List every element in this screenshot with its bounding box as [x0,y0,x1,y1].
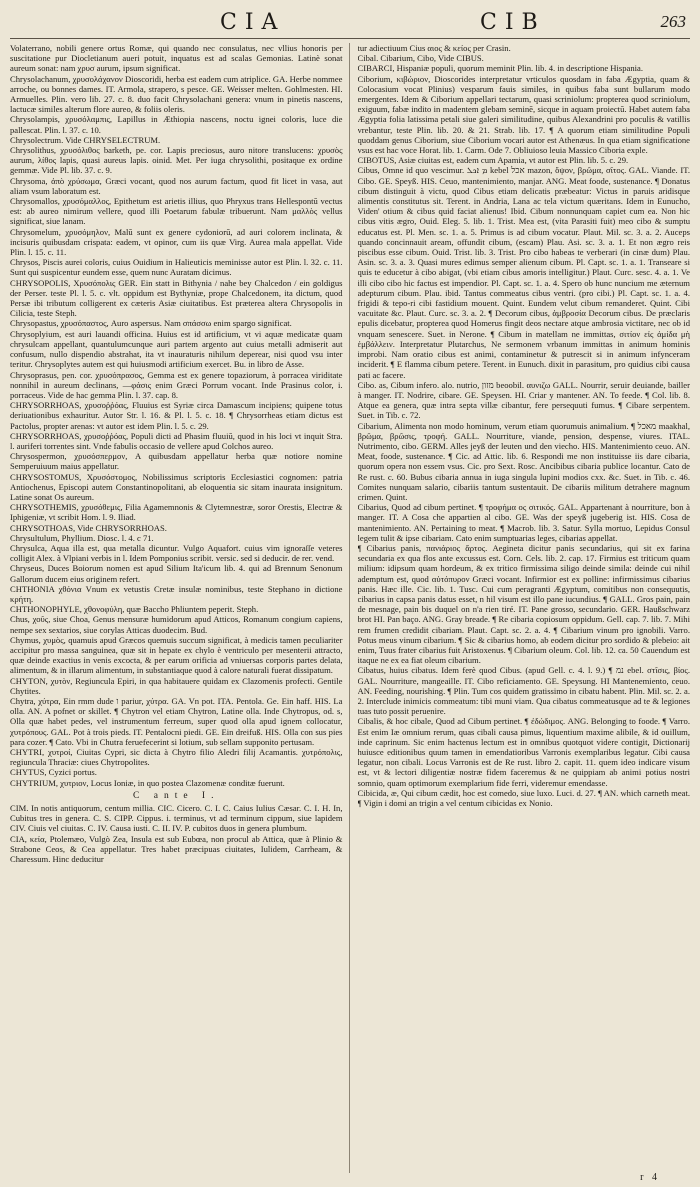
entry: Chrysolectrum. Vide CHRYSELECTRUM. [10,134,161,145]
entry: Chrysomelum, χρυσόμηλον, Malū sunt ex genere cydoniorū, ad auri colorem inclinata, & incisuris quibusdam crispata: eadem, vt opinor, cum iis quæ Virg. Aurea mala appellat. Vide Plin. l. 15. c. 11. [10,226,343,258]
entry: CHTHONOPHYLE, χθονοφύλη, quæ Baccho Phliuntem peperit. Steph. [10,604,259,615]
entry: Chymus, χυμὸς, quamuis apud Græcos quemuis succum significat, à medicis tamen peculiariter accipitur pro massa sanguinea, quæ sit in hepate ex chylo è ventriculo per mesenterii attracto, quæ deinde exactius in venis excocta, & per earum orificia ad vniuersas corporis partes delata, alimentum, & in illarum alimentum, in substantiaque quod à calore naturali fuerat dissipatum. [10,634,343,676]
entry: Cibicida, æ, Qui cibum cædit, hoc est comedo, siue luxo. Luci. d. 27. ¶ AN. which carneth meat. ¶ Vigin i domi an trigin a vel centum cibicidas ex Nonio. [357,787,690,809]
entry: Chrysoma, ἀπὸ χρύσωμα, Græci vocant, quod nos aurum factum, quod fit licet in vasa, aut aliam vsum laboratum est. [10,175,343,196]
entry: CHYTUS, Cyzici portus. [10,767,97,778]
entry: Cibarium, Alimenta non modo hominum, verum etiam quorumuis animalium. ¶ מאכל maakhal, βρῶμα, βρῶσις, τροφή. GALL. Nourriture, viande, pension, despense, viures. ITAL. Nutrimento, cibo. GERM. Alles jeyß der leuten und den viecho. HIS. Mantenimiento ceuo. AN. Meat, foode, sustenance. ¶ Cic. ad Attic. lib. 6. Respondi me non instituisse iis dare cibaria, quorum opera non essem vsus. Cic. pro Sext. Rosc. Ancibibus cibaria publice locantur. Cato de Re rust. c. 60. Bubus cibaria annua in iuga singula lupini modios cxx. &c. Suet. in Tib. c. 46. Comites nunquam salario, cibariis tantum sustentauit. De cibariis militum detrahere magnum crimen. Quint. [357,420,690,502]
entry: Chrysolampis, χρυσόλαμπις, Lapillus in Æthiopia nascens, noctu ignei coloris, luce die pallescat. Plin. l. 37. c. 10. [10,114,343,135]
entry: Chryseus, Duces Boiorum nomen est apud Silium Ita'icum lib. 4. qui ad Brennum Senonum Gallorum ducem eius originem refert. [10,563,343,584]
entry: tur adiectiuum Cius αιος & κείος per Crasin. [357,43,511,53]
entry: Chrysolithus, χρυσόλιθος barketh, pe. cor. Lapis preciosus, auro nitore translucens: χρυσὸς aurum, λίθος lapis, quasi aureus lapis. oinid. Met. Per iuga chrysolithi, positaque ex ordine gemmæ. Vide Pl. lib. 37. c. 9. [10,145,343,176]
entry: Cibatus, huius cibatus. Idem ferè quod Cibus. (apud Gell. c. 4. l. 9.) ¶ נמ ebel. στῖσις, βίος. GAL. Nourriture, mangeaille. IT. Cibo reficiamento. GE. Speysung. HI Mantenemiento, ceuo. AN. Feeding, nourishing. ¶ Plin. Tum cos quidem gratissimo in cibatu habent. Plin. Mil. sc. 2. a. 2. Interclude inimicis commeatum: tibi muni viam. Qua cibatus commeatusque ad te & legiones tuas tuto possit peruenire. [357,665,690,717]
entry: Chrysolachanum, χρυσολάχανον Dioscoridi, herba est eadem cum atriplice. GA. Herbe nommee arroche, ou bonnes dames. IT. Armola, strapero, s pesce. GE. Weisser melten. Gohlmesten. HI. Armuelles. Plin. vero lib. 27. c. 8. duo facit Chrysolachani genera: vnum in pinetis nascens, lactucæ similes alterum flore aureo, & foliis oleris. [10,73,343,115]
entry: Chytra, χύτρα, Ein rmm dude ו pariur, χύτρα. GA. Vn pot. ITA. Pentola. Ge. Ein haff. HIS. La olla. AN. A pofnet or skillet. ¶ Chytron vel etiam Chytron, Latine olla. Inde Chytropus, od. s, Olla quæ habet pedes, vel instrumentum ferreum, super quod olla apud ignem collocatur, χυτρόπους. GAL. Pot à trois pieds. IT. Pentalocni piedi. GE. Ein dreifuß. HIS. Olla con sus pies para cozer. ¶ Cato. Vbi in Chutra feruefecerint si lotium, sub sellam supponito pertusam. [10,696,343,747]
entry: Chrysoprasus, pen. cor. χρυσόπρασος, Gemma est ex genere topaziorum, à porracea viriditate nonnihil in aureum declinans, —φάσις enim Græci Porrum vocant. Inde Prasinus color, i. porraceus. Vide de hac gemma Plin. l. 37. cap. 8. [10,369,343,400]
entry: CIBARCI, Hispaniæ populi, quorum meminit Plin. lib. 4. in descriptione Hispania. [357,63,643,74]
entry: Chrysopastus, χρυσόπαστος, Auro aspersus. Nam σπάσσω enim spargo significat. [10,318,292,329]
entry: CIBOTUS, Asiæ ciuitas est, eadem cum Apamia, vt autor est Plin. lib. 5. c. 29. [357,155,629,166]
running-head-right: CIB [480,10,546,35]
entry: CHRYSOPOLIS, Χρυσόπολις GER. Ein statt in Bithynia / nahe bey Chalcedon / ein goldigus der Perser. teste Pl. l. 5. c. vlt. oppidum est Bythyniæ, prope Chalcedonem, ita dictum, quod Persæ ibi tributum colligerent ex cæteris Asiæ ciuitatibus. Est præterea altera Chrysopolis in Cilicia, teste Steph. [10,277,343,319]
entry: Chus, χοῦς, siue Choa, Genus mensuræ humidorum apud Atticos, Romanum congium capiens, nempe sex sextarios, siue corylas Atticas duodecim. Bud. [10,614,343,635]
entry: Chrysospermon, χρυσόσπερμον, A quibusdam appellatur herba quæ notiore nomine Semperuiuum maius appellatur. [10,451,343,472]
entry: CHRYSOTHEMIS, χρυσόθεμις, Filia Agamemnonis & Clytemnestræ, soror Orestis, Electræ & Iphigeniæ, vt scribit Hom. l. 9. Iliad. [10,502,343,523]
left-column [10,43,350,1173]
entry: CHRYSOSTOMUS, Χρυσόστομος, Nobilissimus scriptoris Ecclesiastici cognomen: patria Antiochenus, Episcopi autem Constantinopolitani, ab eloquentia sic sitam inaurata insignitum. Latine sonat Os aureum. [10,471,343,502]
two-column-body [10,43,690,1173]
signature-mark: r 4 [640,1172,660,1183]
entry: CHRYSOTHOAS, Vide CHRYSORRHOAS. [10,522,167,533]
right-column [358,43,691,1173]
entry: ¶ Cibarius panis, πανιάριος ἄρτος. Aegineta dicitur panis secundarius, qui sit ex farina secundaria ex qua flos ante excussus est. Corn. Cels. lib. 2. cap. 17. Firmius est triticum quam milium: idipsum quam hordeum, & ex tritico firmissima siligo deinde simila: deinde cui nihil ademptum est, quod αὐτόπυρον Græci vocant. Infirmior est ex polline: infirmissimus cibarius panis. Hæc ille. Cic. lib. 1. Tusc. Cui cum peragranti Ægyptum, comitibus non consequutis, cibarius in capsa panis datus esset, n hil visum est illo pane iucundius. ¶ GALL. Gros pain, pain de mesnage, pain bis duquel on n'a rien tiré. IT. Pane grosso, secundario. GER. Haußschwarz brot HI. Pan baço. ANG. Gray breade. ¶ Re cibaria copiosum oppidum. Gell. cap. 7. lib. 7. Mihi rem frumen credidit cibariam. Plaut. Capt. sc. 2. a. 4. ¶ Cibarium vinum pro ignobili. Varro. Potus meus vinum cibarium. ¶ Sic & cibarius homo, ab eodem dicitur pro sordido & plebeio: ait enim, Tuus frater cibarius fuit Aristoxenus. ¶ Cibarium oleum. Col. lib. 12. ca. 50 Cauendum est itaque ne ex ea fiat oleum cibarium. [357,542,690,666]
entry: CHYTON, χυτὸν, Regiuncula Epiri, in qua habitauere quidam ex Clazomenis profecti. Gentile Chytites. [10,675,343,696]
page-header [10,8,690,39]
entry: Chrysoplyium, est auri lauandi officina. Huius est id artificium, vt vi aquæ medicatæ quam chrysulcam appellant, quantulumcunque auri partem argento aut cuius metalli admiserit aut confusum, nullo dispendio abstrahat, ita vt inauraturis nihilum deperear, nisi quod vsu inter teritur. Chrysoplytes autem est qui huiusmodi artificium exercet. Bu. in libro de Asse. [10,328,343,370]
entry: CIA, κεία, Ptolemæo, Vulgò Zea, Insula est sub Eubœa, non procul ab Attica, quæ à Plinio & Strabone Ceos, & Cea appellatur. Tres habet præcipuas ciuitates, Iulidem, Carrheam, & Charessum. Hinc deducitur [10,833,343,865]
entry: Cibo. as, Cibum infero. alo. nutrio, מזון beoobil. αυνιζω GALL. Nourrir, seruir deuiande, bailler à manger. IT. Nodrire, cibare. GE. Speysen. HI. Criar y mantener. AN. To feede. ¶ Col. lib. 8. Atque ea genera, quæ intra septa villæ cibantur, fere persequuti fumus. ¶ Cibare serpentem. Suet. in Tib. c. 72. [357,379,690,421]
running-head-left: CIA [220,10,286,35]
entry: Cibal. Cibarium, Cibo, Vide CIBUS. [357,53,484,64]
entry: Cibarius, Quod ad cibum pertinet. ¶ τροφήμα ος σιτικός. GAL. Appartenant à nourriture, bon à manger. IT. A Cosa che appartien al cibo. GE. Was der speyß jugeberig ist. HIS. Cosa de mantenimiento. AN. Pertaining to meat. ¶ Macrob. lib. 3. Satur. Sylla mortuo, Lepidus Consul legem tulit & ipse cibariam. Cato enim sumptuarias leges, cibarias appellat. [357,502,690,543]
entry: Chrysultulum, Phyllium. Diosc. l. 4. c 71. [10,532,154,543]
section-heading: C ante I. [133,790,220,801]
entry: Volaterrano, nobili genere ortus Romæ, qui quando nec consulatus, nec vllius honoris per suscitatione pur Diocletianum aueri potuit, inquatus est ad scalas Gemonias. Latinè sonat aureum sonat: nam χρυσ aurum, ipsum significat. [10,43,343,74]
entry: CHRYSORRHOAS, χρυσοῤῥόας, Fluuius est Syriæ circa Damascum incipiens; quipene totus deriuationibus exhauritur. Autor Str. l. 16. & Pl. l. 5. c. 18. ¶ Chrysorrheas etiam dictus est Pactolus, propter arenas: vt autor est idem Plin. l. 5. c. 29. [10,400,343,431]
entry: CHYTRIUM, χυτριον, Locus Ioniæ, in quo postea Clazomenæ conditæ fuerunt. [10,777,285,788]
entry: CHRYSORRHOAS, χρυσοῤῥόας, Populi dicti ad Phasim fluuiū, quod in his loci vt inquit Stra. l. auriferi torrentes sint. Vnde fabulis occasio de vellere apud Colchos aureo. [10,430,343,451]
entry: Chrysomallos, χρυσόμαλλος, Epithetum est arietis illius, quo Phryxus trans Hellespontū vectus est: ab aureo nimirum vellere, quod illi Poetarum fabulæ tribuerunt. Nam μαλλὸς vellus significat, siue lanam. [10,196,343,227]
entry: CHYTRI, χυτροί, Ciuitas Cypri, sic dicta à Chytro filio Aledri filij Acamantis. χυτρόπολις, regiuncula Thraciæ: ciues Chytropolites. [10,747,343,768]
entry: Ciborium, κιβώριον, Dioscorides interpretatur vrticulos quosdam in faba Ægyptia, quam & Colocasium vocat Plinius) vesparum fauis similes, in quibus faba sunt bullarum modo emergentes. Idem & Ciborium appellari tectarum, quasi scriniolum: propterea quod scriniolum, exiguum, fabæ indito in madentem glebam seminē, sicque in aquam proiectū. Habet autem faba Ægyptia folia latissima petali siue galeri similitudine, quibus Alexandrini pro poculis & vatillis vrebantur, teste Plin. lib. 20. & 21. Strab. lib. 17. ¶ A quorum etiam similitudine Populi quoddam genus Ciborium, siue Ciborium vocari autor est Athenæus. In qua etiam significatione vsus est hac voce Horat. lib. 1. Carm. Ode 7. Obliuioso leuia Massico Ciboria exple. [357,73,690,156]
entry: Chrysulca, Aqua illa est, qua metalla dicuntur. Vulgo Aquafort. cuius vim ignoraſſe veteres colligit Alex. à Vlpiani verbis in l. Idem Pomponius scribit. versic. sed si deducir. de rer. vend. [10,542,343,564]
entry: CHTHONIA χθόνια Vnum ex vetustis Cretæ insulæ nominibus, teste Stephano in dictione κρήτη. [10,583,343,604]
entry: CIM. In notis antiquorum, centum millia. CIC. Cicero. C. I. C. Caius Iulius Cæsar. C. I. H. In, Cubitus tres in genera. C. S. CIPP. Cippus. i. terminus, vt ad terminum cippum, siue lapidem CIV. Ciuis vel ciuitas. C. IV. Causa iusti. C. II. IV. P. cubitos duos in genera plumbum. [10,803,343,834]
entry: Chrysos, Piscis aurei coloris, cuius Ouidium in Halieuticis meminisse autor est Plin. l. 32. c. 11. Sunt qui suspicentur eundem esse, quem nunc Auratam dicimus. [10,257,343,278]
page-number: 263 [660,12,686,31]
entry: Cibalis, & hoc cibale, Quod ad Cibum pertinet. ¶ ἐδώδιμος. ANG. Belonging to foode. ¶ Varro. Est enim Iæ omnium rerum, quas cibali causa pimus, liquentium maxime alibile, & id ouillum, inde caprinum. Sic enim hactenus lectum est in omnibus quotquot videre contigit, Dictionarij huiusce editionibus quum tamen in emendatioribus Varronis exemplaribus legatur. Cibi causa legatur, non cibali. Locus Varronis est de Re rust. libro 2. capit. 11. quem ideo indicare visum est, vt & lectori diligentiæ nostræ fidem faceremus & ne quippiam ab animi potius nostri somnio, quam optimorum exemplarium fide ferri, videremur emendasse. [357,716,690,788]
entry: Cibus, Omne id quo vescimur. ܡ ܐܟܠ kebel אכל mazon, ὄψον, βρῶμα, σῖτος. GAL. Viande. IT. Cibo. GE. Speyß. HIS. Ceuo, mantenimiento, manjar. ANG. Meat foode, sustenance. ¶ Donatus cibum distinguit à victu, quod Cibus etiam delicatis præbeatur: Victus in paruis aridisque alimentis constitutus sit. Terent. in Andria, Lana ac tela victum quæritans. Idem in Eunucho, Viden' otium & cibus quid faciat alienus! Ibid. Cibum nonnunquam capiet cum ea. Non hic cibus vitis ægro, Ouid. Eleg. 5. lib. 1. Trist. Mea est, (vita Parasiti fuit) meo cibo & sumptu educatus est. Pl. Men. sc. 1. a. 5. Primus is ad cibum vocatur. Plaut. Mil. sc. 3. a. 2. Auceps quando concinnauit aream, offundit cibum, (escam) Plau. Asi. sc. 3. a. 1. Et non ægro reis piscibus esse cibum. Ouid. Trist. lib. 3. Trist. Pro cibo habeas te verberari (in cinæ dum) Plau. Asin. sc. 3. a. 3. Quasi mures edimus semper alienum cibum. Pl. Capt. sc. 1. a. 1. Transeare si quis te educetur à cibo abigat, (vbi etiam cibus amoris intelligitur.) Plaut. Curc. sesc. 4. a. 1. Ve illi cibo cibo hic factus est impendior. Pl. Capt. sc. 1. a. 4. Spero ob hunc nuncium me æternum adepturum cibum. Plau. ibid. Tantus commeatus cibus ventri. (pro cibi.) Pl. Capt. sc. 1. a. 4. frigidi & tepo-ri cibi fastidium mouent. Quint. Eundem velut cibum remanderet. Quint. Cibi vacuitate &c. Plaut. Curc. sc. 3. a. 2. ¶ Decorum cibus, ἀμβροσία Decorum cibus. De præclaris epulis dicebatur, propterea quod Homerus fingit deos nectare atque ambrosia victitare, nec ob id vnquam senescere. Suet. in Nerone. ¶ Cibum in matellam ne immittas, σιτίον εἰς ἀμίδα μὴ ἐμβάλλειν. Interpretatur Plutarchus, Ne sermonem vrbanum immittas in animum hominis improbi. Nam oratio cibus est animi, contaminetur & putrescit si in animum infynceram inciderit. ¶ E flamma cibum petere. Terent. in Eunuch. dixit in parasitum, pro quidius cibi causa pati ac facere. [357,165,690,380]
